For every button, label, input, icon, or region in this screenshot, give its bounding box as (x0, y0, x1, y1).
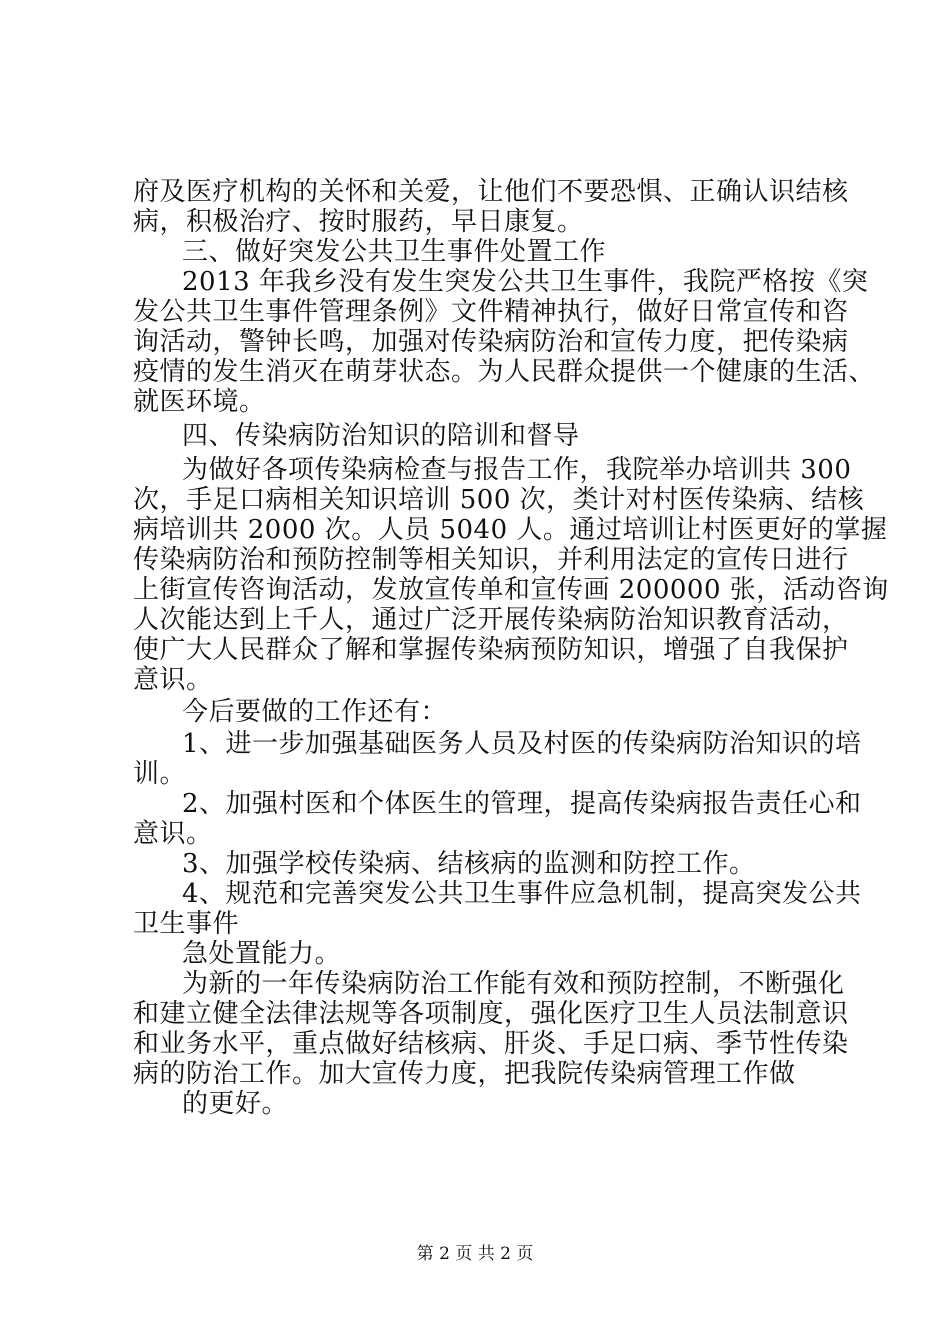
text-line: 府及医疗机构的关怀和关爱，让他们不要恐惧、正确认识结核 (133, 177, 849, 207)
text-line: 和业务水平，重点做好结核病、肝炎、手足口病、季节性传染 (133, 1029, 849, 1059)
text-line: 为做好各项传染病检查与报告工作，我院举办培训共 300 (182, 455, 852, 485)
text-line: 疫情的发生消灭在萌芽状态。为人民群众提供一个健康的生活、 (133, 357, 876, 387)
list-item-continuation: 训。 (133, 759, 187, 789)
text-line: 为新的一年传染病防治工作能有效和预防控制，不断强化 (182, 969, 845, 999)
text-line: 人次能达到上千人，通过广泛开展传染病防治知识教育活动， (133, 605, 849, 635)
text-line: 病，积极治疗、按时服药，早日康复。 (133, 207, 584, 237)
text-line: 病的防治工作。加大宣传力度，把我院传染病管理工作做 (133, 1059, 796, 1089)
page-number-footer: 第 2 页 共 2 页 (416, 1244, 534, 1264)
text-line: 上街宣传咨询活动，发放宣传单和宣传画 200000 张，活动咨询 (133, 575, 889, 605)
list-item: 4、规范和完善突发公共卫生事件应急机制，提高突发公共 (182, 879, 862, 909)
text-line: 询活动，警钟长鸣，加强对传染病防治和宣传力度，把传染病 (133, 327, 849, 357)
text-line: 发公共卫生事件管理条例》文件精神执行，做好日常宣传和咨 (133, 297, 849, 327)
text-line: 意识。 (133, 665, 213, 695)
text-line: 次，手足口病相关知识培训 500 次，类计对村医传染病、结核 (133, 485, 865, 515)
text-line: 今后要做的工作还有： (182, 697, 448, 727)
text-line: 和建立健全法律法规等各项制度，强化医疗卫生人员法制意识 (133, 999, 849, 1029)
text-line: 使广大人民群众了解和掌握传染病预防知识，增强了自我保护 (133, 635, 849, 665)
list-item: 2、加强村医和个体医生的管理，提高传染病报告责任心和 (182, 789, 862, 819)
list-item-continuation: 卫生事件 (133, 909, 240, 939)
section-heading: 三、做好突发公共卫生事件处置工作 (182, 237, 607, 267)
text-line: 病培训共 2000 次。人员 5040 人。通过培训让村医更好的掌握 (133, 515, 888, 545)
list-item: 3、加强学校传染病、结核病的监测和防控工作。 (182, 849, 756, 879)
text-line: 传染病防治和预防控制等相关知识，并利用法定的宣传日进行 (133, 545, 849, 575)
list-item-continuation: 急处置能力。 (182, 939, 342, 969)
list-item-continuation: 意识。 (133, 819, 213, 849)
section-heading: 四、传染病防治知识的陪训和督导 (182, 421, 580, 451)
list-item: 1、进一步加强基础医务人员及村医的传染病防治知识的培 (182, 729, 862, 759)
text-line: 2013 年我乡没有发生突发公共卫生事件，我院严格按《突 (182, 267, 869, 297)
text-line: 就医环境。 (133, 387, 266, 417)
text-line: 的更好。 (182, 1089, 289, 1119)
